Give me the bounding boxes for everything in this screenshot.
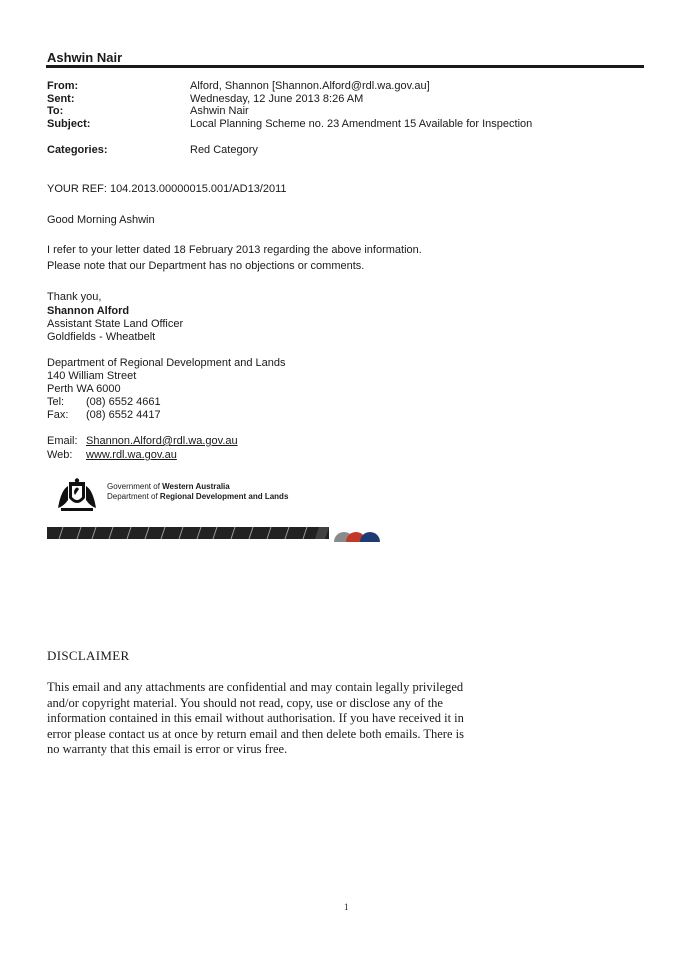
email-row: [47, 435, 238, 448]
categories-label: Categories:: [47, 144, 108, 156]
disclaimer-body: [47, 680, 527, 758]
sent-value: Wednesday, 12 June 2013 8:26 AM: [190, 93, 364, 105]
disclaimer-line: This email and any attachments are confidential and may contain legally privileged: [47, 680, 464, 694]
disclaimer-line: and/or copyright material. You should not read, copy, use or disclose any of the: [47, 695, 443, 710]
coat-of-arms-icon: [55, 478, 99, 512]
fax-label: Fax:: [47, 409, 69, 421]
to-value: Ashwin Nair: [190, 105, 249, 117]
signer-name: Shannon Alford: [47, 305, 130, 317]
greeting: Good Morning Ashwin: [47, 214, 155, 226]
email-label: Email:: [47, 435, 78, 447]
disclaimer-title: DISCLAIMER: [47, 648, 130, 663]
street-address: 140 William Street: [47, 370, 137, 382]
sent-label: Sent:: [47, 93, 75, 105]
disclaimer-line: error please contact us at once by return email and then delete both emails. There is: [47, 726, 464, 741]
subject-value: Local Planning Scheme no. 23 Amendment 15 Available for Inspection: [190, 118, 533, 130]
brand-dots-icon: [332, 524, 384, 542]
body-line-1: I refer to your letter dated 18 February 2013 regarding the above information.: [47, 244, 422, 256]
department-name: Department of Regional Development and Lands: [47, 357, 286, 369]
to-label: To:: [47, 105, 64, 117]
body-line-2: Please note that our Department has no objections or comments.: [47, 260, 365, 272]
web-label: Web:: [47, 449, 73, 461]
city-address: Perth WA 6000: [47, 383, 121, 395]
web-row: [47, 449, 177, 462]
tel-value: (08) 6552 4661: [86, 396, 161, 408]
sender-name: Ashwin Nair: [47, 50, 123, 65]
fax-row: [47, 409, 161, 421]
fax-value: (08) 6552 4417: [86, 409, 161, 421]
your-ref: YOUR REF: 104.2013.00000015.001/AD13/2011: [47, 183, 287, 195]
government-logo: [47, 474, 392, 544]
email-link[interactable]: Shannon.Alford@rdl.wa.gov.au: [86, 435, 238, 447]
from-label: From:: [47, 80, 79, 92]
sign-off: Thank you,: [47, 291, 102, 303]
signer-title: Assistant State Land Officer: [47, 318, 184, 330]
department-logo-name: Department of Regional Development and Lands: [107, 492, 289, 501]
page-number: 1: [344, 902, 349, 912]
disclaimer-line: information contained in this email without authorisation. If you have received it in: [47, 711, 464, 725]
subject-label: Subject:: [47, 118, 91, 130]
brand-stripe-pattern: [47, 527, 329, 539]
tel-row: [47, 396, 161, 408]
government-name: Government of Western Australia: [107, 482, 230, 491]
signer-region: Goldfields - Wheatbelt: [47, 331, 156, 343]
header-rule: [46, 65, 644, 68]
tel-label: Tel:: [47, 396, 65, 408]
web-link[interactable]: www.rdl.wa.gov.au: [86, 449, 177, 461]
from-value: Alford, Shannon [Shannon.Alford@rdl.wa.gov.au]: [190, 80, 430, 92]
disclaimer-line: no warranty that this email is error or virus free.: [47, 742, 288, 756]
categories-value: Red Category: [190, 144, 258, 156]
